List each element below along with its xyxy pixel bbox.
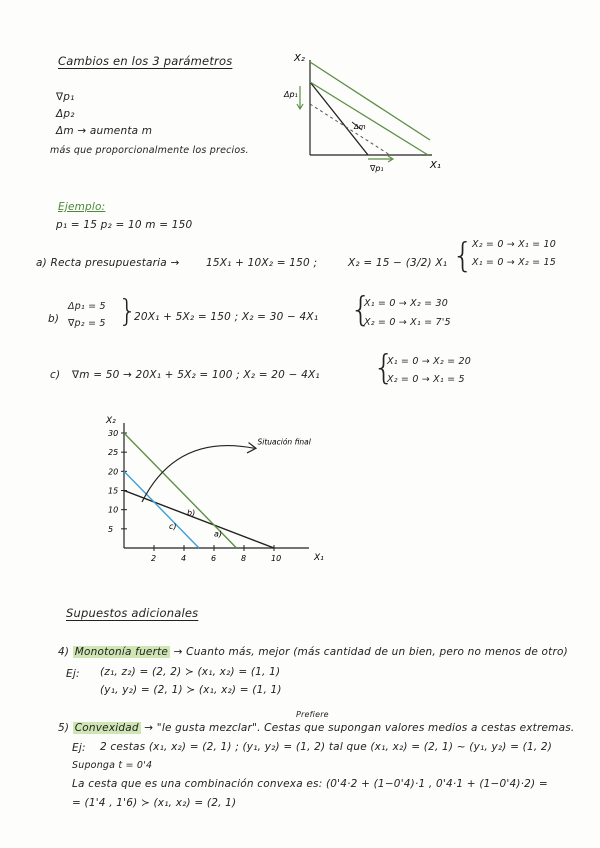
part-c-case-2: X₂ = 0 → X₁ = 5 [387,374,465,385]
part-b-change-1: Δp₁ = 5 [68,301,106,312]
part-a-case-1: X₂ = 0 → X₁ = 10 [472,239,556,250]
item-note: más que proporcionalmente los precios. [50,145,249,156]
assumption-5-result: = (1'4 , 1'6) ≻ (x₁, x₂) = (2, 1) [72,797,237,809]
y-axis-label: X₂ [294,53,305,64]
brace-b: { [350,290,372,330]
assumption-5-highlight: Convexidad [74,722,139,734]
x-tick-label: 6 [211,554,217,563]
assumption-4-example-1: (z₁, z₂) = (2, 2) ≻ (x₁, x₂) = (1, 1) [100,666,281,678]
assumption-4-example-2: (y₁, y₂) = (2, 1) ≻ (x₁, x₂) = (1, 1) [100,684,282,696]
y-tick-label: 5 [108,524,114,534]
assumption-5-number: 5) [58,722,70,734]
series-label-b: b) [187,508,196,518]
series-label-c: c) [169,522,177,531]
series-label-a: a) [214,529,223,539]
delta-m-label: Δm [354,123,366,131]
y-tick-label: 20 [108,467,119,477]
x-tick-label: 8 [241,554,247,563]
assumption-5-text: → "le gusta mezclar". Cestas que supongan valores medios a cestas extremas. [144,722,575,734]
example-title: Ejemplo: [58,201,106,213]
y-tick-label: 15 [108,486,119,496]
part-c-equation: ∇m = 50 → 20X₁ + 5X₂ = 100 ; X₂ = 20 − 4X₁ [72,369,320,381]
assumption-5-t: Suponga t = 0'4 [72,760,153,771]
original-budget-line [310,82,368,155]
part-c-case-1: X₁ = 0 → X₂ = 20 [387,356,471,367]
assumption-4-number: 4) [58,646,70,658]
annotation-label: Situación final [257,437,311,447]
y-tick-label: 10 [108,505,119,515]
brace-c: { [373,348,395,388]
item-delta-m: Δm → aumenta m [56,125,153,137]
new-budget-line-p1 [310,82,428,155]
annotation-arrow [142,446,255,502]
nabla-p1-label: ∇p₁ [370,164,384,173]
x-tick-label: 4 [181,554,187,563]
brace-a: { [452,236,474,276]
example-prices: p₁ = 15 p₂ = 10 m = 150 [56,219,193,231]
section-title-changes: Cambios en los 3 parámetros [58,54,233,68]
dashed-line [310,104,390,155]
part-a-case-2: X₁ = 0 → X₂ = 15 [472,257,556,268]
assumption-4-ej: Ej: [66,668,80,680]
assumption-5-example: 2 cestas (x₁, x₂) = (2, 1) ; (y₁, y₂) = (1, 2) tal que (x₁, x₂) = (2, 1) ~ (y₁, y₂) = (1, 2) [100,741,553,753]
series-line-0 [124,491,274,549]
part-a-equation: 15X₁ + 10X₂ = 150 ; [206,257,318,269]
budget-lines-chart [96,408,326,568]
part-a-label: a) Recta presupuestaria → [36,257,180,269]
x-axis-label: X₁ [314,553,324,563]
part-b-case-1: X₁ = 0 → X₂ = 30 [364,298,448,309]
y-tick-label: 25 [108,448,119,458]
part-c-label: c) [50,369,61,381]
y-axis-label: X₂ [106,416,116,426]
item-delta-p2: Δp₂ [56,108,75,120]
part-b-change-2: ∇p₂ = 5 [68,318,106,329]
x-tick-label: 2 [151,554,157,563]
assumption-5-combination: La cesta que es una combinación convexa es: (0'4·2 + (1−0'4)·1 , 0'4·1 + (1−0'4)·2) = [72,778,548,790]
x-axis-label: X₁ [430,160,441,171]
new-budget-line-m [310,62,430,140]
delta-p1-label: Δp₁ [284,90,298,99]
x-tick-label: 10 [271,554,282,563]
assumption-5-ej: Ej: [72,742,86,754]
brace-b-close: } [118,294,138,329]
part-b-equation: 20X₁ + 5X₂ = 150 ; X₂ = 30 − 4X₁ [134,311,319,323]
section-title-assumptions: Supuestos adicionales [66,606,199,620]
part-b-label: b) [48,313,60,325]
assumption-4 [58,646,568,658]
budget-change-diagram [280,52,460,177]
part-a-solved: X₂ = 15 − (3/2) X₁ [348,257,448,269]
assumption-4-text: → Cuanto más, mejor (más cantidad de un bien, pero no menos de otro) [173,646,568,658]
y-tick-label: 30 [108,429,119,438]
item-nabla-p1: ∇p₁ [56,91,75,103]
assumption-4-highlight: Monotonía fuerte [74,646,169,658]
assumption-5 [58,722,574,734]
assumption-5-note: Prefiere [296,710,329,719]
part-b-case-2: X₂ = 0 → X₁ = 7'5 [364,317,451,328]
